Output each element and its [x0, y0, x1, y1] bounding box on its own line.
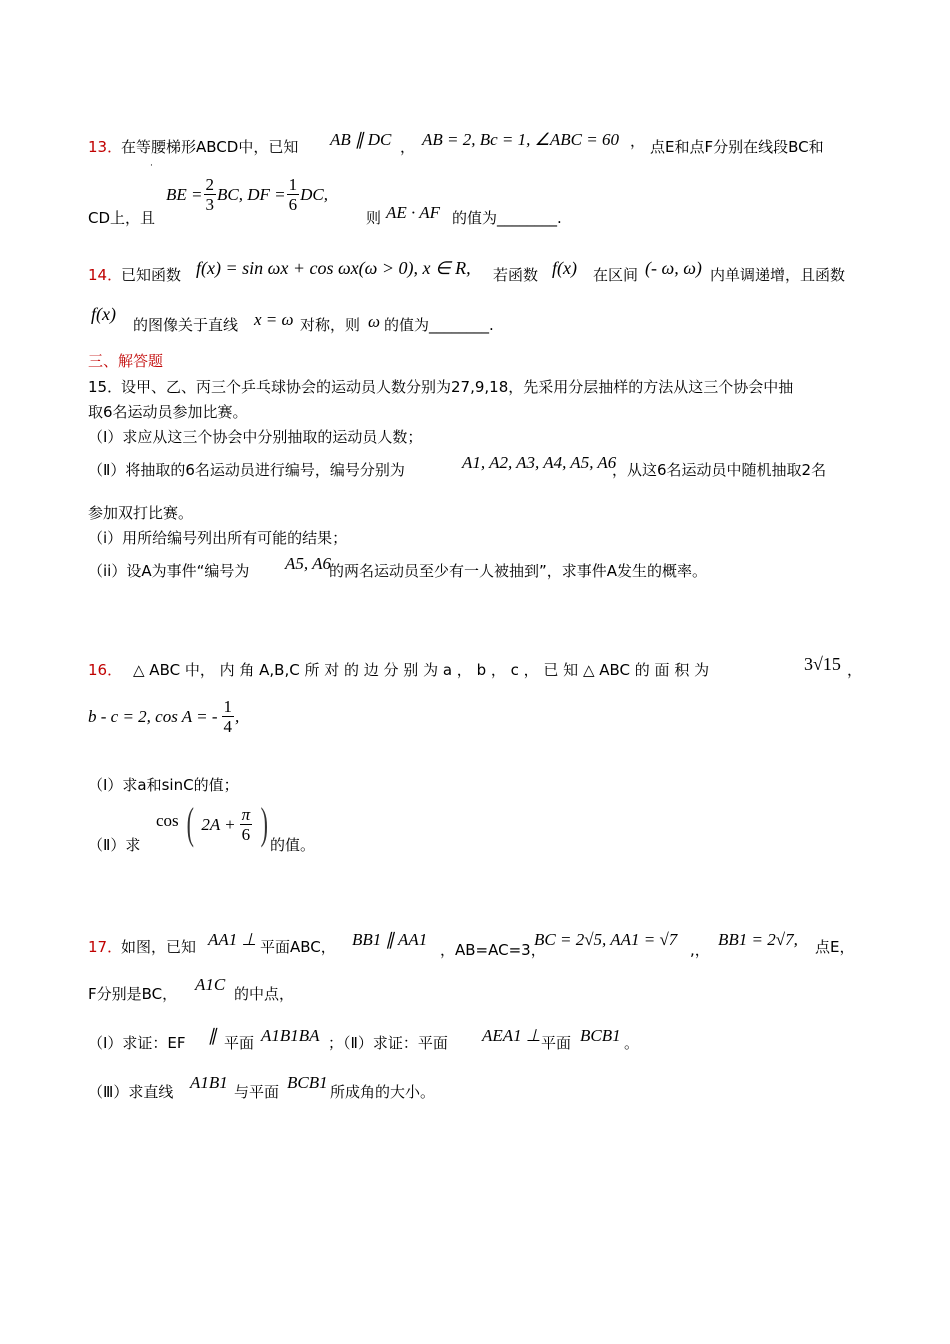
q17-part-3-plane: BCB1 [287, 1073, 328, 1092]
q13-math-c: AE · AF [386, 203, 440, 222]
q13-text-a: 在等腰梯形ABCD中，已知 [121, 138, 299, 156]
q13-be-den: 3 [205, 195, 214, 214]
q16-part-2-cos: cos [156, 810, 179, 830]
q13-text-e: 的值为________. [452, 209, 562, 227]
q16-part-2-formula [156, 799, 276, 848]
q16-part-2-arg: 2A + [201, 814, 236, 834]
q17-math-f: A1C [195, 975, 226, 994]
q17-part-1c: ；（Ⅱ）求证：平面 [328, 1034, 448, 1052]
q13-text-d: 则 [366, 209, 382, 227]
q14-text-d: 内单调递增，且函数 [710, 266, 846, 284]
q16-part-1: （Ⅰ）求a和sinC的值； [88, 776, 239, 794]
q16-part-2-num: π [241, 804, 251, 824]
q13-math-b: AB = 2, Bc = 1, ∠ABC = 60 [422, 130, 619, 149]
q17-number: 17． [88, 938, 123, 956]
q14-math-c: (- ω, ω) [645, 258, 702, 278]
q16-comma: ， [847, 661, 863, 679]
q14-number: 14． [88, 266, 123, 284]
q14-text-f: 对称，则 [300, 316, 361, 334]
q14-text-c: 在区间 [593, 266, 639, 284]
q17-math-c: BC = 2√5, AA1 = √7 [534, 930, 678, 949]
q13-dot: · [150, 161, 153, 171]
q15-part-2b: ，从这6名运动员中随机抽取2名 [612, 461, 827, 479]
q17-text-d: ,， [690, 941, 710, 959]
q17-part-1-parallel: ∥ [208, 1026, 217, 1045]
q13-comma-b: ， [630, 132, 646, 150]
q17-part-3b: 与平面 [234, 1083, 280, 1101]
q15-part-2a: （Ⅱ）将抽取的6名运动员进行编号，编号分别为 [88, 461, 405, 479]
q15-sub-1: （i）用所给编号列出所有可能的结果； [88, 529, 348, 547]
q13-df-den: 6 [288, 195, 298, 214]
q17-part-1a: （Ⅰ）求证：EF [88, 1034, 186, 1052]
q16-text-a: △ ABC 中， 内 角 A,B,C 所 对 的 边 分 别 为 a ， b ， c ， 已 知 △ ABC 的 面 积 为 [133, 661, 710, 679]
q17-part-2b: 平面 [541, 1034, 572, 1052]
q17-text-f: F分别是BC， [88, 985, 178, 1003]
q17-text-a: 如图，已知 [121, 938, 197, 956]
q17-text-b: 平面ABC， [260, 938, 336, 956]
q14-text-a: 已知函数 [121, 266, 182, 284]
q15-sub-2a: （ii）设A为事件“编号为 [88, 562, 250, 580]
q15-part-2-math: A1, A2, A3, A4, A5, A6 [462, 453, 617, 472]
q13-comma-a: ， [400, 138, 416, 156]
q14-math-e: x = ω [254, 310, 294, 329]
q17-math-d: BB1 = 2√7, [718, 930, 798, 949]
q16-fraction [222, 698, 235, 735]
q17-math-a: AA1 ⊥ [208, 930, 257, 949]
q13-math-a: AB ∥ DC [330, 130, 392, 149]
q15-part-2c: 参加双打比赛。 [88, 504, 194, 522]
q14-math-f: ω [368, 312, 381, 331]
q16-math-a: 3√15 [804, 654, 841, 674]
q17-text-g: 的中点， [234, 985, 295, 1003]
q13-df-end: DC, [300, 185, 328, 204]
q17-part-2-math-b: BCB1 [580, 1026, 621, 1045]
q15-number: 15． [88, 378, 123, 396]
q14-math-a: f(x) = sin ωx + cos ωx(ω > 0), x ∈ R, [196, 258, 471, 278]
q16-part-2a: （Ⅱ）求 [88, 836, 141, 854]
q14-text-e: 的图像关于直线 [133, 316, 239, 334]
q16-condition-formula [88, 698, 239, 735]
q14-text-g: 的值为________. [384, 316, 494, 334]
section-three-heading: 三、解答题 [88, 352, 164, 370]
q16-math-b-num: 1 [223, 697, 232, 716]
q16-math-b-lhs: b - c = 2, cos A = - [88, 707, 218, 726]
q17-text-e: 点E， [815, 938, 855, 956]
q15-sub-2-math: A5, A6 [285, 554, 331, 573]
q17-part-3-line: A1B1 [190, 1073, 228, 1092]
q17-part-2c: 。 [624, 1034, 640, 1052]
q13-df-fraction [287, 176, 300, 213]
q16-math-b-den: 4 [223, 717, 232, 736]
q13-be-num: 2 [205, 175, 214, 194]
q13-text-b: 点E和点F分别在线段BC和 [650, 138, 824, 156]
q13-df-num: 1 [288, 175, 298, 194]
q16-pi-fraction [240, 806, 253, 843]
q16-part-2-den: 6 [241, 824, 251, 844]
q17-part-1b: 平面 [224, 1034, 255, 1052]
q17-part-2-math-a: AEA1 ⊥ [482, 1026, 541, 1045]
q17-part-3a: （Ⅲ）求直线 [88, 1083, 174, 1101]
q14-text-b: 若函数 [493, 266, 539, 284]
q15-sub-2b: 的两名运动员至少有一人被抽到”，求事件A发生的概率。 [329, 562, 708, 580]
q13-be-lhs: BE = [166, 185, 203, 204]
q15-line-2: 取6名运动员参加比赛。 [88, 403, 248, 421]
q15-part-1: （Ⅰ）求应从这三个协会中分别抽取的运动员人数； [88, 428, 423, 446]
q16-left-paren: ( [186, 799, 194, 848]
q14-math-d: f(x) [91, 304, 116, 324]
q13-be-formula [166, 176, 328, 213]
q17-text-c: ，AB=AC=3， [440, 941, 546, 959]
q13-be-mid: BC, DF = [217, 185, 286, 204]
q13-text-c: CD上，且 [88, 209, 156, 227]
q16-math-b-end: , [235, 707, 240, 726]
q14-math-b: f(x) [552, 258, 577, 278]
q13-be-fraction [204, 176, 217, 213]
q16-number: 16． [88, 661, 123, 679]
q15-line-1: 设甲、乙、丙三个乒乓球协会的运动员人数分别为27,9,18，先采用分层抽样的方法从这三个协会中抽 [121, 378, 794, 396]
q13-number: 13． [88, 138, 123, 156]
q17-part-1-plane: A1B1BA [261, 1026, 320, 1045]
q16-right-paren: ) [260, 799, 269, 848]
q17-part-3c: 所成角的大小。 [330, 1083, 436, 1101]
q16-part-2b: 的值。 [270, 836, 316, 854]
q17-math-b: BB1 ∥ AA1 [352, 930, 428, 949]
